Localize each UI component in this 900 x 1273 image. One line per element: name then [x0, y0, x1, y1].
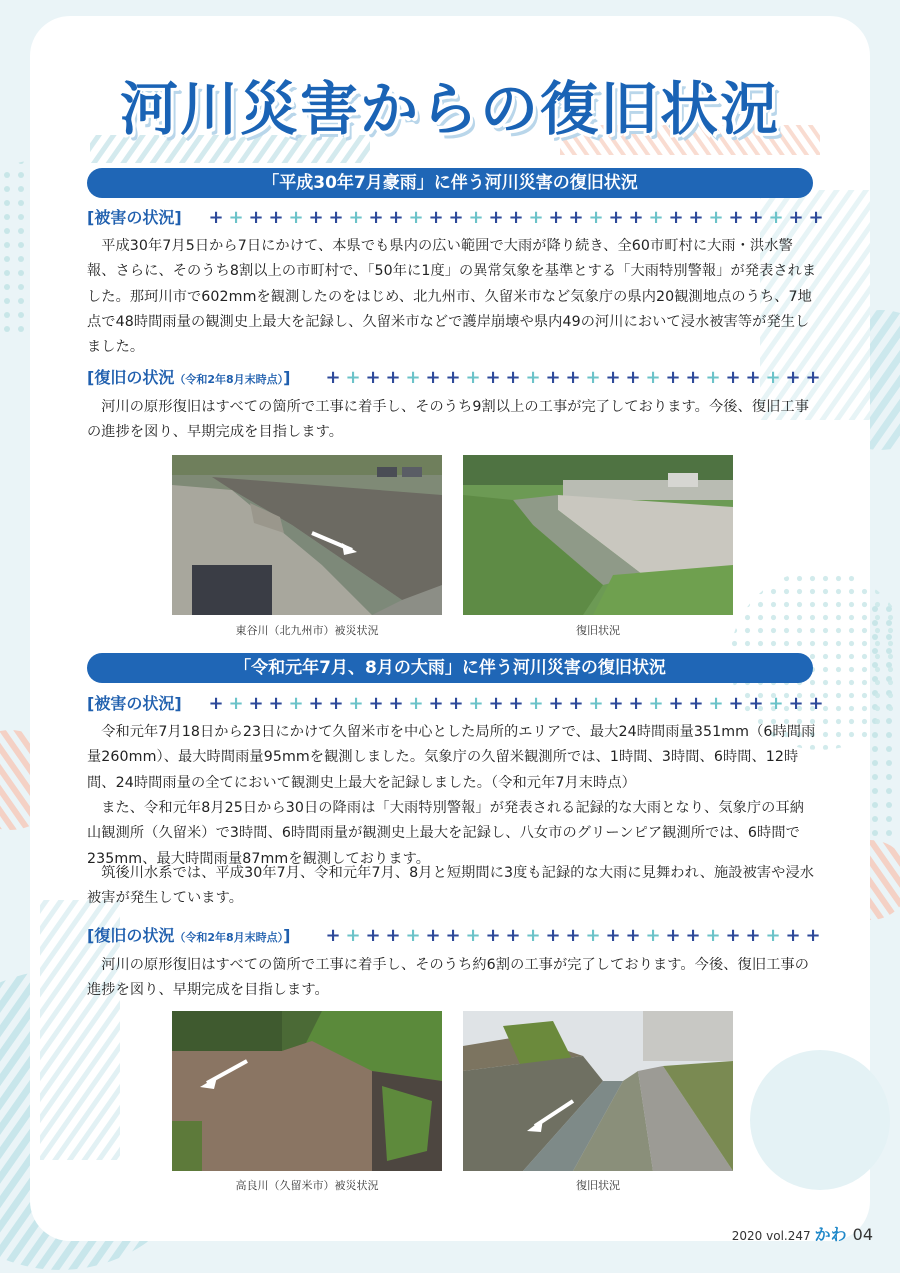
cross-ornament: +: [468, 693, 484, 714]
cross-ornament: +: [805, 925, 821, 946]
cross-ornament: +: [545, 367, 561, 388]
cross-ornament: +: [728, 207, 744, 228]
cross-ornament: +: [328, 693, 344, 714]
cross-ornament: +: [605, 367, 621, 388]
cross-ornament: +: [385, 925, 401, 946]
cross-ornament: +: [485, 925, 501, 946]
cross-ornament: +: [548, 693, 564, 714]
page-title: 河川災害からの復旧状況: [119, 75, 780, 143]
cross-ornament: +: [425, 367, 441, 388]
cross-ornament: +: [485, 367, 501, 388]
cross-ornament: +: [348, 207, 364, 228]
cross-ornament: +: [445, 925, 461, 946]
photo-caption: 東谷川（北九州市）被災状況: [235, 624, 379, 637]
cross-ornament: +: [648, 693, 664, 714]
cross-divider: [323, 925, 820, 947]
cross-ornament: +: [368, 207, 384, 228]
recovery-heading-close: ]: [283, 926, 291, 945]
cross-ornament: +: [468, 207, 484, 228]
cross-ornament: +: [268, 693, 284, 714]
section-2-recovery-heading: [87, 925, 290, 947]
cross-ornament: +: [705, 925, 721, 946]
section-2-damage-text-1: 令和元年7月18日から23日にかけて久留米市を中心とした局所的エリアで、最大24時間雨量351mm（6時間雨量260mm）、最大時間雨量95mmを観測しました。気象庁の久留米観測所では、1時間、3時間、6時間、12時間、24時間雨量の全てにおいて観測史上最大を記録しました。（令和元年7月末時点）: [87, 724, 816, 791]
cross-ornament: +: [348, 693, 364, 714]
cross-ornament: +: [488, 207, 504, 228]
section-2-damage-text-2: また、令和元年8月25日から30日の降雨は「大雨特別警報」が発表される記録的な大雨となり、気象庁の耳納山観測所（久留米）で3時間、6時間雨量が観測史上最大を記録し、八女市のグリーンピア観測所では、6時間で235mm、最大時間雨量87mmを観測しております。: [87, 800, 805, 867]
cross-ornament: +: [428, 693, 444, 714]
cross-ornament: +: [345, 367, 361, 388]
cross-ornament: +: [545, 925, 561, 946]
cross-ornament: +: [765, 367, 781, 388]
cross-ornament: +: [385, 367, 401, 388]
cross-ornament: +: [528, 693, 544, 714]
cross-ornament: +: [328, 207, 344, 228]
cross-divider: [206, 207, 824, 229]
section-2-damage-heading: [被害の状況]: [87, 694, 182, 713]
cross-ornament: +: [448, 693, 464, 714]
cross-ornament: +: [688, 207, 704, 228]
cross-ornament: +: [685, 367, 701, 388]
cross-ornament: +: [365, 925, 381, 946]
cross-ornament: +: [325, 925, 341, 946]
cross-ornament: +: [648, 207, 664, 228]
cross-ornament: +: [745, 925, 761, 946]
cross-ornament: +: [288, 693, 304, 714]
section-2-damage-text-3: 筑後川水系では、平成30年7月、令和元年7月、8月と短期間に3度も記録的な大雨に見舞われ、施設被害や浸水被害が発生しています。: [87, 865, 815, 907]
cross-ornament: +: [388, 207, 404, 228]
recovery-heading-note: （令和2年8月末時点）: [174, 373, 284, 386]
damage-photo-kora: [172, 1011, 442, 1171]
cross-ornament: +: [345, 925, 361, 946]
cross-ornament: +: [565, 925, 581, 946]
cross-ornament: +: [465, 367, 481, 388]
cross-ornament: +: [505, 367, 521, 388]
cross-ornament: +: [585, 925, 601, 946]
cross-ornament: +: [608, 207, 624, 228]
footer-volume: vol.247: [766, 1229, 811, 1243]
cross-ornament: +: [248, 207, 264, 228]
cross-ornament: +: [585, 367, 601, 388]
recovery-heading-label: [復旧の状況: [87, 368, 175, 387]
cross-ornament: +: [208, 207, 224, 228]
cross-ornament: +: [805, 367, 821, 388]
cross-ornament: +: [228, 207, 244, 228]
recovery-heading-label: [復旧の状況: [87, 926, 175, 945]
cross-divider: [323, 367, 820, 389]
cross-ornament: +: [528, 207, 544, 228]
cross-ornament: +: [708, 693, 724, 714]
section-1-recovery-text: 河川の原形復旧はすべての箇所で工事に着手し、そのうち9割以上の工事が完了しております。今後、復旧工事の進捗を図り、早期完成を目指します。: [87, 399, 809, 441]
cross-ornament: +: [465, 925, 481, 946]
photo-caption: 高良川（久留米市）被災状況: [235, 1179, 379, 1192]
cross-ornament: +: [745, 367, 761, 388]
cross-ornament: +: [768, 693, 784, 714]
photo-caption: 復旧状況: [576, 1179, 620, 1192]
cross-ornament: +: [508, 207, 524, 228]
cross-ornament: +: [788, 207, 804, 228]
damage-photo-higashitani: [172, 455, 442, 615]
section-1-damage-text: 平成30年7月5日から7日にかけて、本県でも県内の広い範囲で大雨が降り続き、全60市町村に大雨・洪水警報、さらに、そのうち8割以上の市町村で、「50年に1度」の異常気象を基準とする「大雨特別警報」が発表されました。那珂川市で602mmを観測したのをはじめ、北九州市、久留米市など気象庁の県内20観測地点のうち、7地点で48時間雨量の観測史上最大を記録し、久留米市などで護岸崩壊や県内49の河川において浸水被害等が発生しました。: [87, 238, 817, 356]
cross-ornament: +: [688, 693, 704, 714]
cross-ornament: +: [428, 207, 444, 228]
cross-ornament: +: [748, 207, 764, 228]
footer-year: 2020: [731, 1229, 763, 1243]
cross-ornament: +: [268, 207, 284, 228]
cross-ornament: +: [365, 367, 381, 388]
section-1-damage-heading: [被害の状況]: [87, 208, 182, 227]
recovery-heading-note: （令和2年8月末時点）: [174, 931, 284, 944]
cross-ornament: +: [768, 207, 784, 228]
cross-ornament: +: [568, 207, 584, 228]
cross-ornament: +: [725, 925, 741, 946]
cross-ornament: +: [808, 693, 824, 714]
footer-magazine-logo: かわ: [814, 1225, 847, 1244]
cross-ornament: +: [785, 367, 801, 388]
cross-ornament: +: [405, 925, 421, 946]
recovery-heading-close: ]: [283, 368, 291, 387]
cross-ornament: +: [548, 207, 564, 228]
cross-ornament: +: [588, 693, 604, 714]
cross-ornament: +: [628, 207, 644, 228]
cross-ornament: +: [625, 367, 641, 388]
cross-ornament: +: [288, 207, 304, 228]
cross-ornament: +: [508, 693, 524, 714]
cross-ornament: +: [565, 367, 581, 388]
cross-ornament: +: [505, 925, 521, 946]
cross-ornament: +: [748, 693, 764, 714]
cross-ornament: +: [665, 367, 681, 388]
cross-ornament: +: [668, 693, 684, 714]
cross-ornament: +: [685, 925, 701, 946]
cross-ornament: +: [568, 693, 584, 714]
cross-ornament: +: [668, 207, 684, 228]
cross-ornament: +: [808, 207, 824, 228]
recovery-photo-higashitani: [463, 455, 733, 615]
cross-ornament: +: [625, 925, 641, 946]
cross-ornament: +: [248, 693, 264, 714]
cross-ornament: +: [728, 693, 744, 714]
cross-divider: [206, 693, 824, 715]
photo-caption: 復旧状況: [576, 624, 620, 637]
cross-ornament: +: [588, 207, 604, 228]
cross-ornament: +: [308, 693, 324, 714]
cross-ornament: +: [785, 925, 801, 946]
cross-ornament: +: [788, 693, 804, 714]
cross-ornament: +: [208, 693, 224, 714]
recovery-photo-kora: [463, 1011, 733, 1171]
cross-ornament: +: [525, 925, 541, 946]
cross-ornament: +: [665, 925, 681, 946]
cross-ornament: +: [308, 207, 324, 228]
cross-ornament: +: [645, 367, 661, 388]
cross-ornament: +: [408, 693, 424, 714]
cross-ornament: +: [705, 367, 721, 388]
cross-ornament: +: [408, 207, 424, 228]
cross-ornament: +: [708, 207, 724, 228]
cross-ornament: +: [405, 367, 421, 388]
cross-ornament: +: [368, 693, 384, 714]
section-2-banner: 「令和元年7月、8月の大雨」に伴う河川災害の復旧状況: [87, 653, 813, 683]
cross-ornament: +: [645, 925, 661, 946]
section-1-banner: 「平成30年7月豪雨」に伴う河川災害の復旧状況: [87, 168, 813, 198]
cross-ornament: +: [765, 925, 781, 946]
cross-ornament: +: [325, 367, 341, 388]
cross-ornament: +: [525, 367, 541, 388]
page-footer: [732, 1222, 873, 1245]
cross-ornament: +: [608, 693, 624, 714]
cross-ornament: +: [725, 367, 741, 388]
cross-ornament: +: [425, 925, 441, 946]
section-2-recovery-text: 河川の原形復旧はすべての箇所で工事に着手し、そのうち約6割の工事が完了しております。今後、復旧工事の進捗を図り、早期完成を目指します。: [87, 957, 809, 999]
page-number: 04: [852, 1225, 873, 1244]
cross-ornament: +: [605, 925, 621, 946]
cross-ornament: +: [628, 693, 644, 714]
section-1-recovery-heading: [87, 367, 290, 389]
cross-ornament: +: [448, 207, 464, 228]
cross-ornament: +: [228, 693, 244, 714]
cross-ornament: +: [445, 367, 461, 388]
cross-ornament: +: [388, 693, 404, 714]
cross-ornament: +: [488, 693, 504, 714]
